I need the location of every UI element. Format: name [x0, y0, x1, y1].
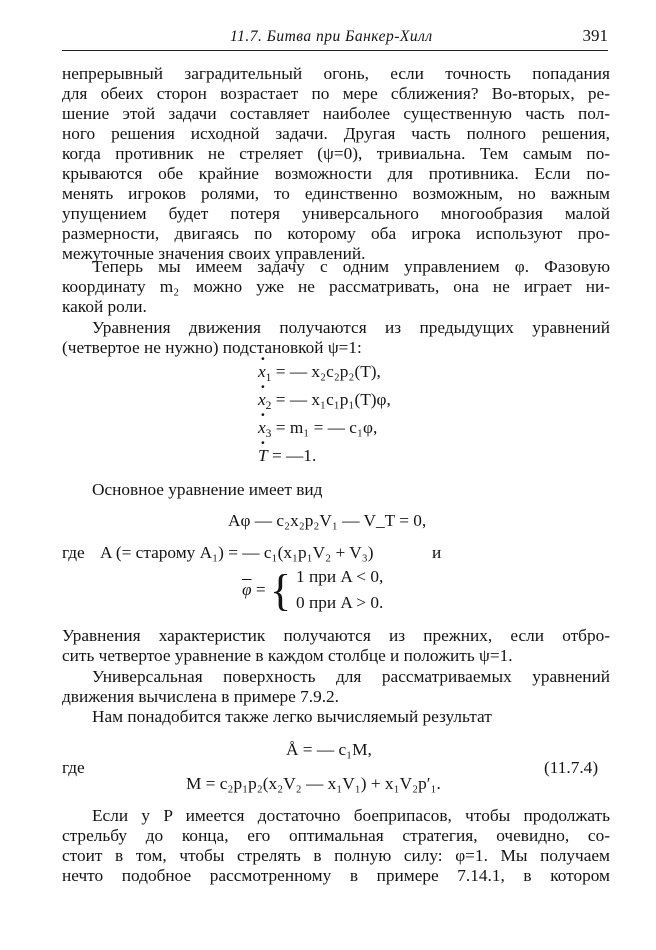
result-where: где — [62, 758, 85, 777]
text-line: ного решения исходной задачи. Другая часть полного решения, — [62, 124, 610, 143]
text-line: крываются обе крайние возможности для противника. Если по- — [62, 164, 610, 183]
paragraph-2 — [62, 257, 610, 317]
text-line: Основное уравнение имеет вид — [92, 480, 323, 499]
text-line: Если у P имеется достаточно боеприпасов, чтобы продолжать — [92, 806, 610, 825]
text-line: когда противник не стреляет (ψ=0), тривиальна. Тем самым по- — [62, 144, 610, 163]
motion-equation-4: · T = —1. — [258, 446, 316, 466]
text-line: Нам понадобится также легко вычисляемый результат — [92, 707, 492, 726]
brace-symbol: { — [269, 566, 292, 615]
main-equation: Aφ — c₂x₂p₂V₁ — V_T = 0, — [228, 511, 427, 530]
paragraph-3 — [62, 318, 610, 358]
equation-rhs: = —1. — [271, 446, 317, 465]
paragraph-6 — [62, 667, 610, 707]
text-line: упущением будет потеря универсального многообразия малой — [62, 204, 610, 223]
text-line: размерности, двигаясь по которому оба игрока используют про- — [62, 224, 610, 243]
equation-rhs: = — x₂c₂p₂(T), — [275, 362, 381, 381]
paragraph-5 — [62, 626, 610, 666]
page-number: 391 — [582, 26, 608, 45]
text-line: нечто подобное рассмотренному в примере 7.14.1, в котором — [62, 866, 610, 885]
equation-mid: = m₁ — [275, 418, 310, 437]
text-line: для обеих сторон возрастает по мере сближения? Во-вторых, ре- — [62, 84, 610, 103]
text-line: Универсальная поверхность для рассматриваемых уравнений — [92, 667, 610, 686]
text-line: Теперь мы имеем задачу с одним управлением φ. Фазовую — [92, 257, 610, 276]
text-line: какой роли. — [62, 297, 147, 316]
result-equation-2: M = c₂p₁p₂(x₂V₂ — x₁V₁) + x₁V₂p′₁. — [186, 774, 441, 793]
case-2: 0 при A > 0. — [296, 593, 384, 612]
text-line: движения вычислена в примере 7.9.2. — [62, 687, 339, 706]
text-line: межуточные значения своих управлений. — [62, 244, 366, 263]
paragraph-4 — [62, 480, 610, 500]
motion-equation-3: · $x_3 = m_1$ = — c₁φ, — [258, 418, 377, 438]
text-line: координату m₂ можно уже не рассматривать, она не играет ни- — [62, 277, 610, 296]
running-header — [62, 24, 608, 51]
equation-rhs: = — x₁c₁p₁(T)φ, — [275, 390, 391, 409]
text-line: менять игроков ролями, то единственно возможным, но важным — [62, 184, 610, 203]
phi-bar-symbol: $\overline{\varphi}$ = { — [242, 566, 292, 615]
paragraph-1 — [62, 64, 610, 264]
where-prefix: где — [62, 543, 85, 562]
header-title: 11.7. Битва при Банкер-Хилл — [230, 28, 433, 45]
case-1: 1 при A < 0, — [296, 567, 384, 586]
text-line: Уравнения характеристик получаются из прежних, если отбро- — [62, 626, 610, 645]
text-line: (четвертое не нужно) подстановкой ψ=1: — [62, 338, 362, 357]
where-A-definition: A (= старому A₁) = — c₁(x₁p₁V₂ + V₃) — [100, 543, 374, 562]
motion-equation-1: · $x_1$ = — x₂c₂p₂(T), — [258, 362, 381, 382]
equation-number: (11.7.4) — [544, 758, 599, 777]
and-word: и — [432, 543, 442, 562]
paragraph-8 — [62, 806, 610, 886]
text-line: Уравнения движения получаются из предыдущих уравнений — [92, 318, 610, 337]
text-line: стрельбу до конца, его оптимальная стратегия, очевидно, со- — [62, 826, 610, 845]
text-line: непрерывный заградительный огонь, если точность попадания — [62, 64, 610, 83]
paragraph-7 — [62, 707, 610, 727]
text-line: стоит в том, чтобы стрелять в полную силу: φ=1. Мы получаем — [62, 846, 610, 865]
text-line: сить четвертое уравнение в каждом столбце и положить ψ=1. — [62, 646, 513, 665]
equation-rhs: = — c₁φ, — [313, 418, 378, 437]
motion-equation-2: · $x_2$ = — x₁c₁p₁(T)φ, — [258, 390, 391, 410]
text-line: шение этой задачи составляет наиболее существенную часть пол- — [62, 104, 610, 123]
result-equation-1: Å = — c₁M, — [286, 740, 372, 759]
